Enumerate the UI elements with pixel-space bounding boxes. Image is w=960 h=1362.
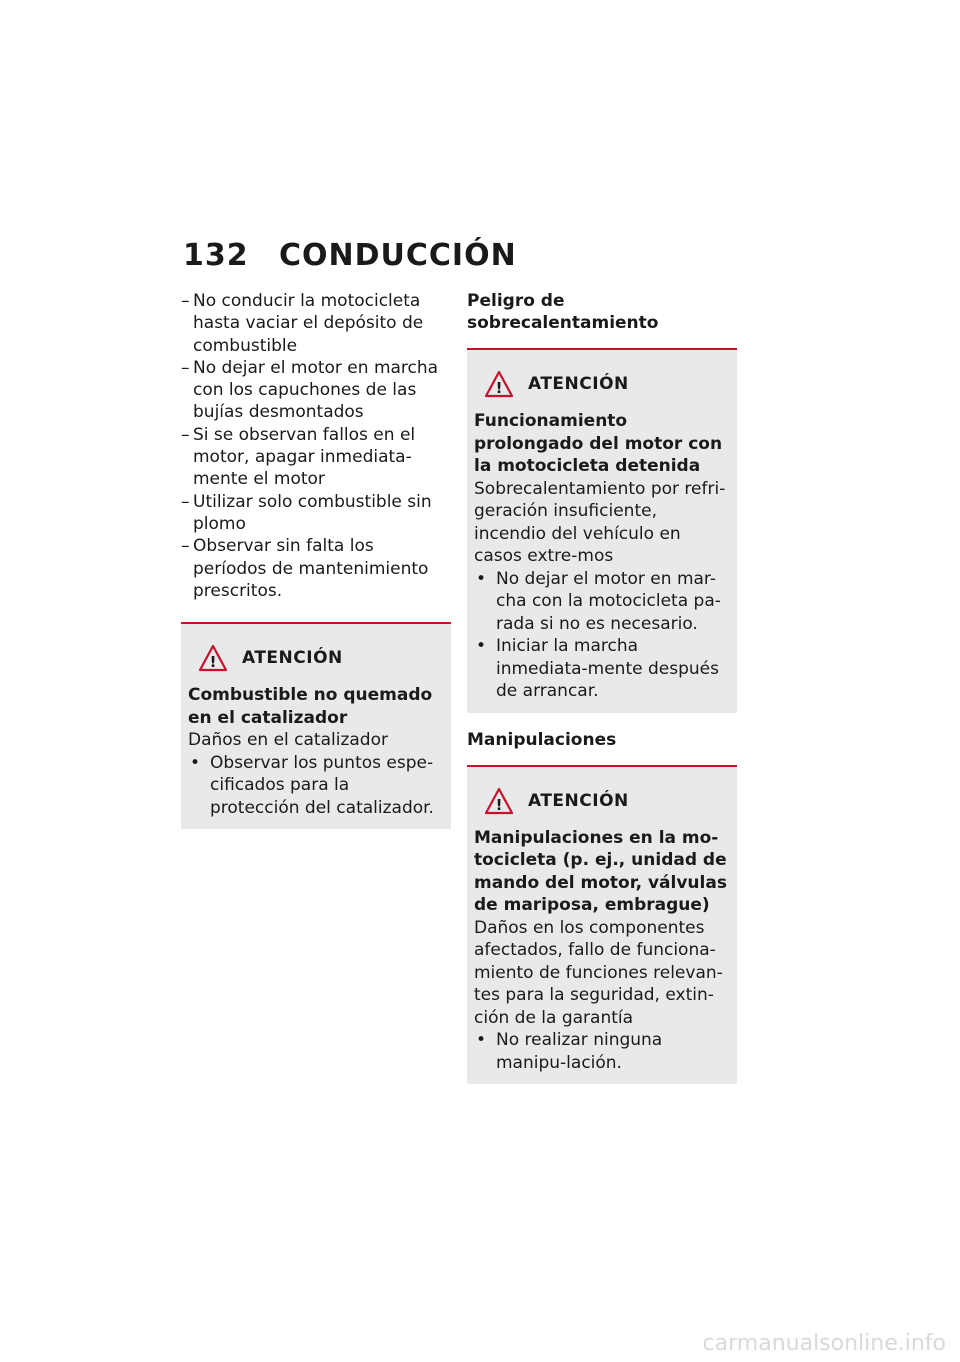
list-item: • No dejar el motor en mar-cha con la motocicleta pa-rada si no es necesario. xyxy=(476,568,721,634)
warning-triangle-icon xyxy=(484,787,514,815)
left-column xyxy=(181,290,451,829)
section-title-manipulations: Manipulaciones xyxy=(467,729,617,750)
list-item: • No realizar ninguna manipu-lación. xyxy=(476,1030,663,1073)
warning-box-overheating xyxy=(467,348,737,713)
warning-consequence: Daños en el catalizador xyxy=(188,730,388,751)
list-item: – No dejar el motor en marcha con los capuchones de las bujías desmontados xyxy=(181,357,439,423)
warning-triangle-icon xyxy=(198,644,228,672)
warning-header xyxy=(474,781,729,821)
warning-title: ATENCIÓN xyxy=(242,648,343,669)
list-item: – Utilizar solo combustible sin plomo xyxy=(181,491,432,534)
list-item: – Si se observan fallos en el motor, apagar inmediata-mente el motor xyxy=(181,424,416,490)
svg-text:!: ! xyxy=(209,653,217,672)
warning-actions xyxy=(474,568,729,703)
svg-text:!: ! xyxy=(495,795,503,814)
watermark: carmanualsonline.info xyxy=(702,1331,946,1356)
warning-consequence: Daños en los componentes afectados, fallo de funciona-miento de funciones relevan-tes para la seguridad, extin-ción de la garantía xyxy=(474,917,723,1028)
section-title-overheating: Peligro de sobrecalentamiento xyxy=(467,291,659,333)
chapter-title: CONDUCCIÓN xyxy=(279,238,517,273)
warning-title: ATENCIÓN xyxy=(528,374,629,394)
page-header xyxy=(183,238,517,278)
warning-heading: Combustible no quemado en el catalizador xyxy=(188,685,433,728)
page-number: 132 xyxy=(183,238,249,273)
list-item: • Iniciar la marcha inmediata-mente después de arrancar. xyxy=(476,636,719,701)
right-column xyxy=(467,290,737,1084)
warning-box-manipulations xyxy=(467,765,737,1085)
warning-actions xyxy=(474,1029,729,1074)
list-item: – Observar sin falta los períodos de mantenimiento prescritos. xyxy=(181,536,429,601)
warning-triangle-icon xyxy=(484,370,514,398)
list-item: • Observar los puntos espe-cificados para la protección del catalizador. xyxy=(190,752,434,818)
warning-actions xyxy=(188,752,443,820)
instruction-list xyxy=(181,290,451,602)
warning-consequence: Sobrecalentamiento por refri-geración insuficiente, incendio del vehículo en casos extre-mos xyxy=(474,478,726,566)
list-item: – No conducir la motocicleta hasta vaciar el depósito de combustible xyxy=(181,291,424,356)
warning-box-catalyst xyxy=(181,622,451,829)
warning-header xyxy=(188,638,443,678)
warning-header xyxy=(474,364,729,404)
svg-text:!: ! xyxy=(495,379,503,397)
warning-heading: Manipulaciones en la mo-tocicleta (p. ej., unidad de mando del motor, válvulas de mariposa, embrague) xyxy=(474,827,727,915)
warning-title: ATENCIÓN xyxy=(528,790,629,811)
warning-heading: Funcionamiento prolongado del motor con la motocicleta detenida xyxy=(474,411,723,476)
